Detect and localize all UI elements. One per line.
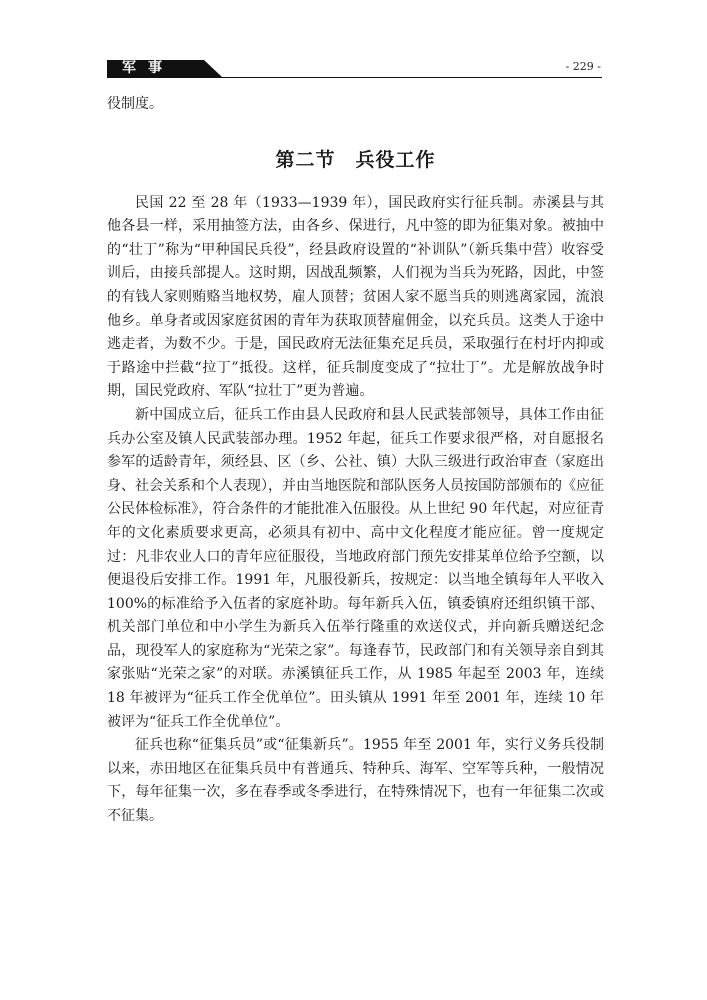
header-rule: [107, 77, 602, 78]
running-header: [0, 0, 707, 82]
section-label: 军事: [122, 60, 174, 76]
page-number: - 229 -: [565, 60, 601, 73]
paragraph: 新中国成立后，征兵工作由县人民政府和县人民武装部领导，具体工作由征兵办公室及镇人民武装部办理。1952 年起，征兵工作要求很严格，对自愿报名参军的适龄青年，须经县、区（乡、公社、镇）大队三级进行政治审查（家庭出身、社会关系和个人表现），并由当地医院和部队医务人员按国防部颁布的《应征公民体检标准》，符合条件的才能批准入伍服役。从上世纪 90 年代起，对应征青年的文化素质要求更高，必须具有初中、高中文化程度才能应征。曾一度规定过：凡非农业人口的青年应征服役，当地政府部门预先安排某单位给予空额，以便退役后安排工作。1991 年，凡服役新兵，按规定：以当地全镇每年人平收入 100%的标准给予入伍者的家庭补助。每年新兵入伍，镇委镇府还组织镇干部、机关部门单位和中小学生为新兵入伍举行隆重的欢送仪式，并向新兵赠送纪念品，现役军人的家庭称为“光荣之家”。每逢春节，民政部门和有关领导亲自到其家张贴“光荣之家”的对联。赤溪镇征兵工作，从 1985 年起至 2003 年，连续 18 年被评为“征兵工作全优单位”。田头镇从 1991 年至 2001 年，连续 10 年被评为“征兵工作全优单位”。: [107, 406, 604, 730]
continued-text: 役制度。: [107, 96, 163, 112]
section-title: 第二节 兵役工作: [275, 148, 436, 171]
paragraph: 征兵也称“征集兵员”或“征集新兵”。1955 年至 2001 年，实行义务兵役制以来，赤田地区在征集兵员中有普通兵、特种兵、海军、空军等兵种，一般情况下，每年征集一次，多在春季或冬季进行，在特殊情况下，也有一年征集二次或不征集。: [107, 737, 604, 825]
paragraph: 民国 22 至 28 年（1933—1939 年），国民政府实行征兵制。赤溪县与其他各县一样，采用抽签方法，由各乡、保进行，凡中签的即为征集对象。被抽中的“壮丁”称为“甲种国民兵役”，经县政府设置的“补训队”（新兵集中营）收容受训后，由接兵部提人。这时期，因战乱频繁，人们视为当兵为死路，因此，中签的有钱人家则贿赂当地权势，雇人顶替；贫困人家不愿当兵的则逃离家园，流浪他乡。单身者或因家庭贫困的青年为获取顶替雇佣金，以充兵员。这类人于途中逃走者，为数不少。于是，国民政府无法征集充足兵员，采取强行在村圩内抑或于路途中拦截“拉丁”抵役。这样，征兵制度变成了“拉壮丁”。尤是解放战争时期，国民党政府、军队“拉壮丁”更为普遍。: [107, 194, 604, 400]
page-body: [107, 93, 604, 829]
